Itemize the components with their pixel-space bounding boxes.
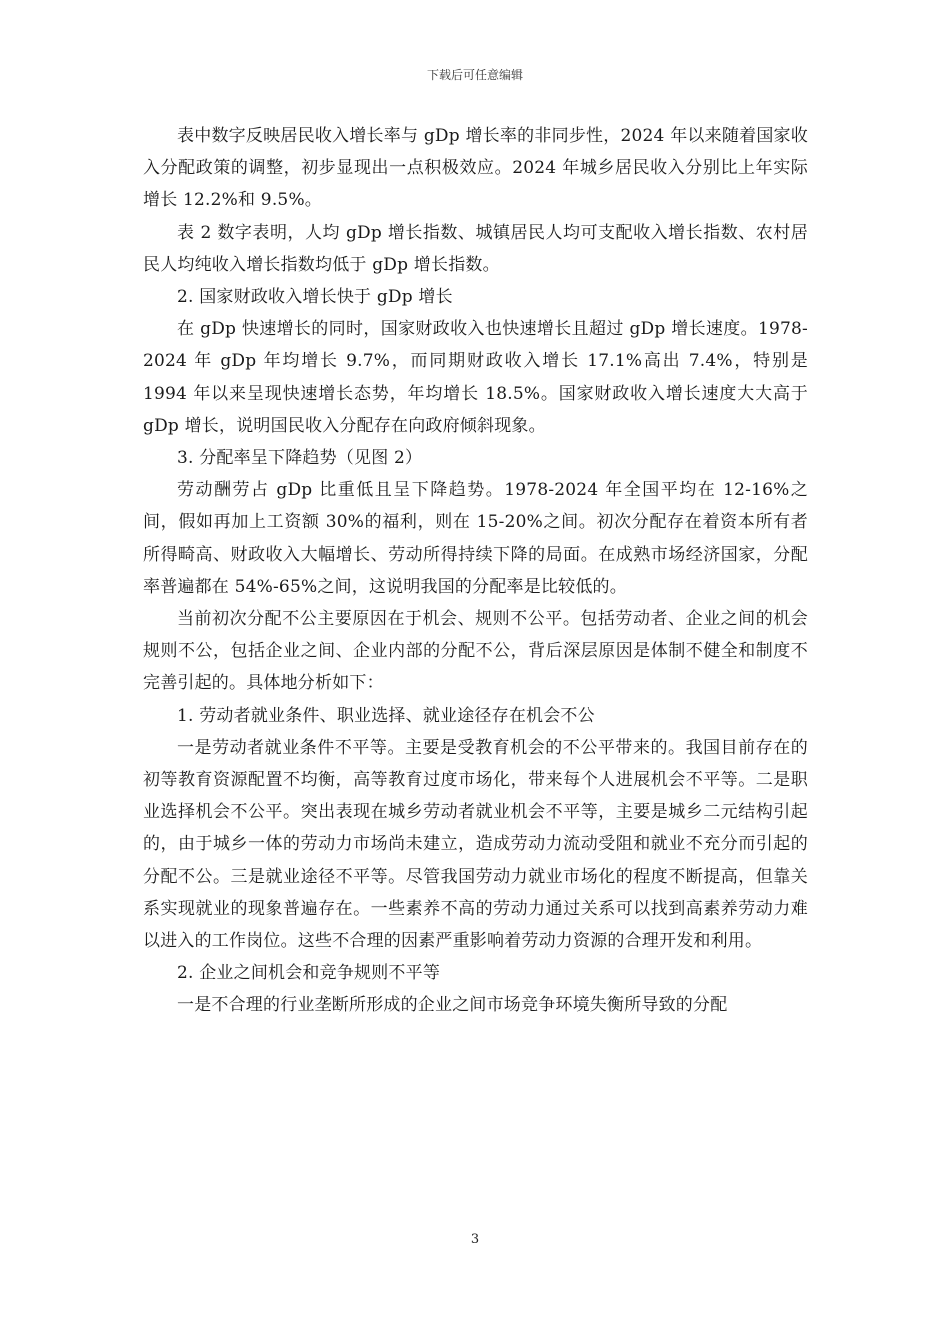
paragraph-enterprise-monopoly: 一是不合理的行业垄断所形成的企业之间市场竞争环境失衡所导致的分配 bbox=[177, 995, 728, 1016]
paragraph-table2-summary: 表 2 数字表明，人均 gDp 增长指数、城镇居民人均可支配收入增长指数、农村居民人均纯收入增长指数均低于 gDp 增长指数。 bbox=[143, 222, 808, 275]
page-number: 3 bbox=[470, 1232, 480, 1247]
paragraph-fiscal-revenue: 在 gDp 快速增长的同时，国家财政收入也快速增长且超过 gDp 增长速度。1978-2024 年 gDp 年均增长 9.7%，而同期财政收入增长 17.1%高出 7.4%，特别是 1994 年以来呈现快速增长态势，年均增长 18.5%。国家财政收入增长速度大大高于 gDp 增长，说明国民收入分配存在向政府倾斜现象。 bbox=[143, 319, 808, 436]
paragraph-worker-opportunity: 一是劳动者就业条件不平等。主要是受教育机会的不公平带来的。我国目前存在的初等教育资源配置不均衡，高等教育过度市场化，带来每个人进展机会不平等。二是职业选择机会不公平。突出表现在城乡劳动者就业机会不平等，主要是城乡二元结构引起的，由于城乡一体的劳动力市场尚未建立，造成劳动力流动受阻和就业不充分而引起的分配不公。三是就业途径不平等。尽管我国劳动力就业市场化的程度不断提高，但靠关系实现就业的现象普遍存在。一些素养不高的劳动力通过关系可以找到高素养劳动力难以进入的工作岗位。这些不合理的因素严重影响着劳动力资源的合理开发和利用。 bbox=[143, 737, 808, 952]
document-body bbox=[143, 120, 808, 1022]
page-header: 下载后可任意编辑 bbox=[426, 68, 523, 82]
heading-worker-opportunity: 1. 劳动者就业条件、职业选择、就业途径存在机会不公 bbox=[177, 705, 595, 726]
heading-distribution-rate: 3. 分配率呈下降趋势（见图 2） bbox=[177, 448, 423, 469]
heading-enterprise-competition: 2. 企业之间机会和竞争规则不平等 bbox=[177, 963, 441, 984]
heading-fiscal-revenue: 2. 国家财政收入增长快于 gDp 增长 bbox=[177, 287, 453, 308]
paragraph-primary-distribution-causes: 当前初次分配不公主要原因在于机会、规则不公平。包括劳动者、企业之间的机会规则不公，包括企业之间、企业内部的分配不公，背后深层原因是体制不健全和制度不完善引起的。具体地分析如下： bbox=[143, 609, 808, 694]
paragraph-distribution-rate: 劳动酬劳占 gDp 比重低且呈下降趋势。1978-2024 年全国平均在 12-16%之间，假如再加上工资额 30%的福利，则在 15-20%之间。初次分配存在着资本所有者所得畸高、财政收入大幅增长、劳动所得持续下降的局面。在成熟市场经济国家，分配率普遍都在 54%-65%之间，这说明我国的分配率是比较低的。 bbox=[143, 480, 808, 597]
paragraph-income-growth: 表中数字反映居民收入增长率与 gDp 增长率的非同步性，2024 年以来随着国家收入分配政策的调整，初步显现出一点积极效应。2024 年城乡居民收入分别比上年实际增长 12.2%和 9.5%。 bbox=[143, 126, 808, 211]
